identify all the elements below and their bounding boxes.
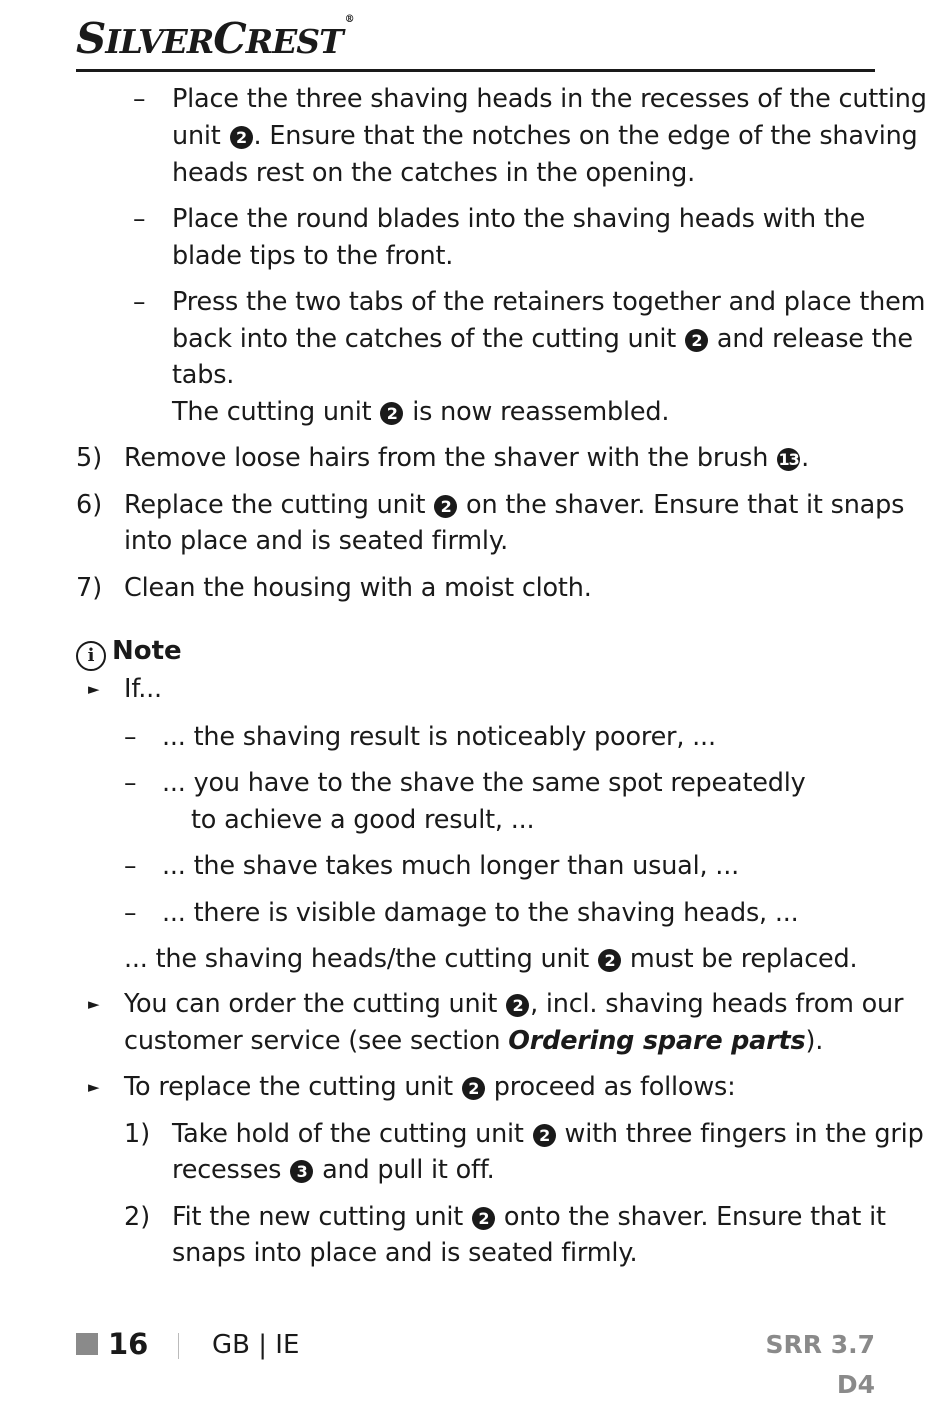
reference-number-badge: 13 (778, 450, 799, 469)
text-line: ... there is visible damage to the shaving heads, ... (162, 898, 799, 928)
text-line: tabs. (172, 360, 235, 390)
dash-bullet: – (133, 204, 146, 233)
model-number: SRR 3.7 D4 (765, 1330, 875, 1399)
text-line: If... (124, 674, 162, 704)
triangle-bullet-icon: ► (88, 995, 100, 1013)
reference-number-badge: 2 (506, 994, 529, 1017)
reference-number-badge: 2 (230, 126, 253, 149)
footer-divider (178, 1333, 179, 1359)
page-footer (0, 1325, 950, 1399)
text-line: heads rest on the catches in the opening. (172, 158, 696, 188)
step-number: 6) (76, 490, 103, 520)
silvercrest-logo: SILVERCREST® (76, 14, 354, 63)
reference-number-badge: 2 (472, 1207, 495, 1230)
reference-number-badge: 2 (685, 329, 708, 352)
triangle-bullet-icon: ► (88, 680, 100, 698)
dash-bullet: – (133, 84, 146, 113)
step-number: 1) (124, 1119, 151, 1149)
text-line: into place and is seated firmly. (124, 526, 508, 556)
reference-number-badge: 2 (380, 402, 403, 425)
dash-bullet: – (124, 768, 137, 797)
reference-number-badge: 2 (533, 1124, 556, 1147)
reference-number-badge: 2 (434, 495, 457, 518)
language-code: GB | IE (212, 1330, 300, 1360)
text-line: to achieve a good result, ... (191, 805, 535, 835)
dash-bullet: – (124, 851, 137, 880)
text-line: Place the round blades into the shaving heads with the (172, 204, 866, 234)
text-line: customer service (see section Ordering spare parts). (124, 1026, 824, 1056)
text-line: ... the shaving result is noticeably poorer, ... (162, 722, 716, 752)
info-icon: i (76, 641, 106, 671)
text-line: back into the catches of the cutting unit 2 and release the (172, 324, 913, 354)
text-line: ... the shaving heads/the cutting unit 2 must be replaced. (124, 944, 858, 974)
text-line: recesses 3 and pull it off. (172, 1155, 495, 1185)
text-line: Remove loose hairs from the shaver with the brush 13. (124, 443, 809, 473)
text-line: Place the three shaving heads in the recesses of the cutting (172, 84, 927, 114)
text-line: unit 2 . Ensure that the notches on the edge of the shaving (172, 121, 918, 151)
dash-bullet: – (124, 898, 137, 927)
reference-number-badge: 2 (598, 949, 621, 972)
text-line: Replace the cutting unit 2 on the shaver. Ensure that it snaps (124, 490, 905, 520)
step-number: 5) (76, 443, 103, 473)
footer-marker (76, 1333, 98, 1355)
text-line: The cutting unit 2 is now reassembled. (172, 397, 670, 427)
page-number: 16 (108, 1327, 149, 1361)
text-line: Take hold of the cutting unit 2 with three fingers in the grip (172, 1119, 924, 1149)
text-line: blade tips to the front. (172, 241, 454, 271)
step-number: 7) (76, 573, 103, 603)
text-line: ... the shave takes much longer than usual, ... (162, 851, 740, 881)
text-line: snaps into place and is seated firmly. (172, 1238, 638, 1268)
reference-number-badge: 2 (462, 1077, 485, 1100)
text-line: Fit the new cutting unit 2 onto the shaver. Ensure that it (172, 1202, 886, 1232)
section-reference: Ordering spare parts (508, 1026, 806, 1056)
header-rule (76, 69, 875, 72)
text-line: ... you have to the shave the same spot repeatedly (162, 768, 806, 798)
text-line: You can order the cutting unit 2 , incl. shaving heads from our (124, 989, 904, 1019)
text-line: To replace the cutting unit 2 proceed as follows: (124, 1072, 736, 1102)
text-line: Press the two tabs of the retainers together and place them (172, 287, 926, 317)
step-number: 2) (124, 1202, 151, 1232)
note-title: Note (112, 636, 182, 666)
dash-bullet: – (133, 287, 146, 316)
reference-number-badge: 3 (290, 1160, 313, 1183)
text-line: Clean the housing with a moist cloth. (124, 573, 592, 603)
note-heading (76, 636, 182, 670)
dash-bullet: – (124, 722, 137, 751)
triangle-bullet-icon: ► (88, 1078, 100, 1096)
